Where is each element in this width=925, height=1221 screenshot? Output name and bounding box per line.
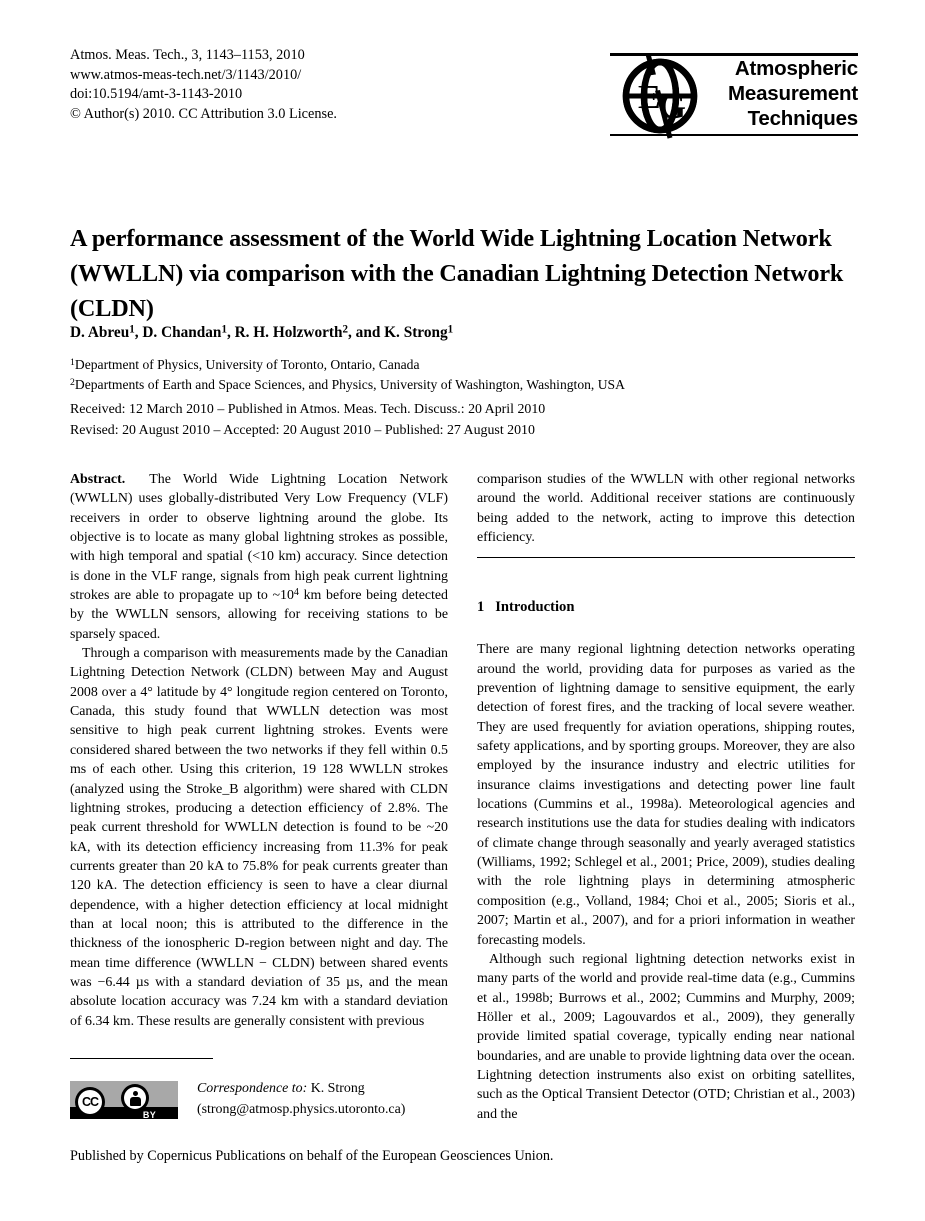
- affiliation-1: $^1$Department of Physics, University of Toronto, Ontario, Canada: [70, 356, 420, 372]
- logo-word-techniques: Techniques: [747, 107, 858, 130]
- correspondence-label: Correspondence to:: [197, 1081, 308, 1096]
- section-number: 1: [477, 599, 485, 615]
- cc-icon: [75, 1087, 105, 1117]
- abstract-paragraph-1: [70, 470, 448, 644]
- masthead-doi[interactable]: doi:10.5194/amt-3-1143-2010: [70, 86, 243, 102]
- column-right: [477, 470, 855, 547]
- correspondence-divider-rule: [70, 1058, 213, 1059]
- cc-icon-label: CC: [78, 1090, 102, 1114]
- correspondence-block: [70, 1078, 460, 1122]
- date-revised: Revised: 20 August 2010 – Accepted: 20 August 2010 – Published: 27 August 2010: [70, 422, 535, 438]
- abstract-heading: Abstract.: [70, 472, 126, 487]
- affiliation-2: $^2$Departments of Earth and Space Sciences, and Physics, University of Washington, Washington, USA: [70, 376, 625, 392]
- svg-text:E: E: [638, 79, 661, 116]
- masthead-citation: Atmos. Meas. Tech., 3, 1143–1153, 2010: [70, 47, 305, 63]
- publication-dates: [70, 400, 860, 441]
- abstract-divider-rule: [477, 557, 855, 558]
- cc-by-license-badge[interactable]: [70, 1081, 178, 1119]
- logo-word-measurement: Measurement: [728, 82, 858, 105]
- journal-logo-words: [698, 56, 858, 131]
- masthead-license: © Author(s) 2010. CC Attribution 3.0 License.: [70, 105, 337, 122]
- logo-word-atmospheric: Atmospheric: [734, 57, 858, 80]
- affiliation-list: [70, 355, 860, 394]
- journal-logo: [610, 46, 858, 142]
- cc-attribution-person-icon: [121, 1084, 149, 1112]
- abstract-text-1: The World Wide Lightning Location Network (WWLLN) uses globally-distributed Very Low Frequency (VLF) receivers in order to observe lightning around the globe. Its objective is to locate as many global lightning strokes as possible, with high temporal and spatial (<10 km) accuracy. Since detection is done in the VLF range, signals from high peak current lightning strokes are able to propagate up to $\sim 10^4$ km before being detected by the WWLLN sensors, allowing for receiving stations to be sparsely spaced.: [70, 472, 448, 642]
- correspondence-text: [197, 1078, 405, 1120]
- svg-text:G: G: [658, 86, 687, 126]
- masthead-url[interactable]: www.atmos-meas-tech.net/3/1143/2010/: [70, 66, 302, 83]
- introduction-block: [477, 598, 855, 1124]
- date-received: Received: 12 March 2010 – Published in Atmos. Meas. Tech. Discuss.: 20 April 2010: [70, 402, 546, 417]
- cc-by-label: BY: [142, 1110, 156, 1119]
- intro-paragraph-1: There are many regional lightning detection networks operating around the world, providing data for purposes as varied as the prevention of lightning damage to sensitive equipment, the early detection of forest fires, and the tracking of local severe weather. They are used frequently for aviation operations, shipping routes, safety applications, and by sporting groups. Moreover, they are also employed by the insurance industry and electric utilities for insurance claims investigations and detecting power line fault locations (Cummins et al., 1998a). Meteorological agencies and research institutions use the data for studies dealing with indicators of climate change through seasonally and yearly averaged statistics (Williams, 1992; Schlegel et al., 2001; Price, 2009), studies dealing with the role lightning plays in determining atmospheric composition (e.g., Volland, 1984; Choi et al., 2005; Sioris et al., 2007; Martin et al., 2007), and for a priori information in weather forecasting models.: [477, 642, 855, 948]
- paper-title: A performance assessment of the World Wide Lightning Location Network (WWLLN) via comparison with the Canadian Lightning Detection Network (CLDN): [70, 225, 844, 323]
- abstract-paragraph-2: [70, 644, 448, 1031]
- abstract-continuation: comparison studies of the WWLLN with other regional networks around the world. Additional receiver stations are continuously being added to the network, acting to improve this detection efficiency.: [477, 472, 855, 546]
- column-left: [70, 470, 448, 1031]
- author-list: D. Abreu$^1$, D. Chandan$^1$, R. H. Holzworth$^2$, and K. Strong$^1$: [70, 323, 454, 341]
- abstract-text-2: Through a comparison with measurements made by the Canadian Lightning Detection Network (CLDN) between May and August 2008 over a 4° latitude by 4° longitude region centered on Toronto, Canada, this study found that WWLLN detection was most sensitive to high peak current lightning strokes. Events were considered shared between the two networks if they fell within 0.5 ms of each other. Using this criterion, 19 128 WWLLN strokes (analyzed using the Stroke_B algorithm) were shared with CLDN lightning strokes, producing a detection efficiency of 2.8%. The peak current threshold for WWLLN detection is found to be ~20 kA, with its detection efficiency increasing from 11.3% for peak currents greater than 20 kA to 75.8% for peak currents greater than 120 kA. The detection efficiency is seen to have a clear diurnal dependence, with a higher detection efficiency at local midnight than at local noon; this is attributed to the difference in the thickness of the ionospheric D-region between night and day. The mean time difference (WWLLN − CLDN) between shared events was −6.44 µs with a standard deviation of 35 µs, and the mean absolute location accuracy was 7.24 km with a standard deviation of 6.34 km. These results are generally consistent with previous: [70, 646, 448, 1029]
- section-heading-introduction: [477, 598, 855, 617]
- intro-paragraph-2: Although such regional lightning detection networks exist in many parts of the world and provide real-time data (e.g., Cummins et al., 1998b; Burrows et al., 2002; Cummins and Murphy, 2009; Höller et al., 2009; Lagouvardos et al., 2009), they generally provide limited spatial coverage, typically ending near national boundaries, and are unable to provide lightning data over the ocean. Lightning detection instruments also exist on orbiting satellites, such as the Optical Transient Detector (OTD; Christian et al., 2003) and the: [477, 951, 855, 1122]
- journal-masthead: [70, 46, 490, 124]
- correspondence-email[interactable]: (strong@atmosp.physics.utoronto.ca): [197, 1102, 406, 1117]
- correspondence-name: K. Strong: [310, 1081, 365, 1096]
- page-footer: Published by Copernicus Publications on behalf of the European Geosciences Union.: [70, 1148, 554, 1164]
- egu-globe-emblem: [614, 48, 706, 140]
- person-glyph: [128, 1090, 142, 1106]
- section-title: Introduction: [495, 599, 575, 615]
